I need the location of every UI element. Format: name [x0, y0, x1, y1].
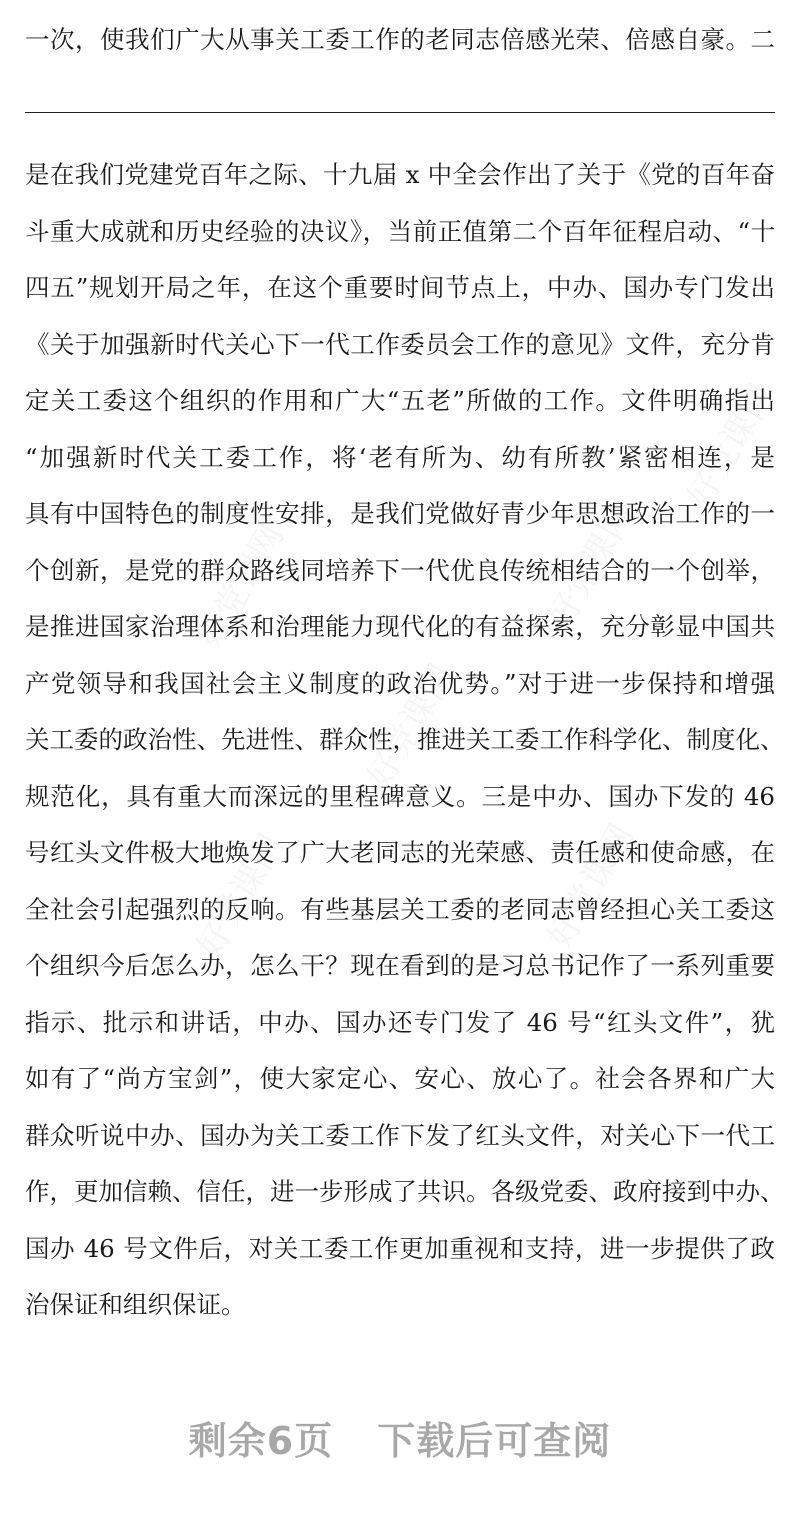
- body-text-line: 四五”规划开局之年，在这个重要时间节点上，中办、国办专门发出: [25, 273, 775, 302]
- download-hint-label[interactable]: 下载后可查阅: [377, 1419, 612, 1463]
- body-text-line: 个组织今后怎么办，怎么干？现在看到的是习总书记作了一系列重要: [25, 951, 775, 980]
- body-text-line: 产党领导和我国社会主义制度的政治优势。”对于进一步保持和增强: [25, 668, 775, 698]
- body-text-line: 个创新，是党的群众路线同培养下一代优良传统相结合的一个创举，: [25, 555, 775, 585]
- body-text-line: 全社会引起强烈的反响。有些基层关工委的老同志曾经担心关工委这: [25, 894, 775, 924]
- download-prompt[interactable]: [0, 1410, 800, 1465]
- body-text-line: 规范化，具有重大而深远的里程碑意义。三是中办、国办下发的 46: [25, 781, 775, 811]
- body-text-line: 《关于加强新时代关心下一代工作委员会工作的意见》文件，充分肯: [25, 329, 775, 359]
- body-text-line: 关工委的政治性、先进性、群众性，推进关工委工作科学化、制度化、: [25, 725, 785, 754]
- body-text-line: 指示、批示和讲话，中办、国办还专门发了 46 号“红头文件”，犹: [25, 1007, 775, 1037]
- body-text-line: “加强新时代关工委工作，将‘老有所为、幼有所教’紧密相连，是: [25, 442, 775, 472]
- body-text-line: 号红头文件极大地焕发了广大老同志的光荣感、责任感和使命感，在: [25, 838, 775, 867]
- body-text-line: 具有中国特色的制度性安排，是我们党做好青少年思想政治工作的一: [25, 499, 775, 528]
- top-text-line: 一次，使我们广大从事关工委工作的老同志倍感光荣、倍感自豪。二: [25, 25, 775, 54]
- body-text-line: 群众听说中办、国办为关工委工作下发了红头文件，对关心下一代工: [25, 1120, 775, 1150]
- remaining-pages-label[interactable]: 剩余6页: [188, 1419, 334, 1463]
- body-text-line: 是推进国家治理体系和治理能力现代化的有益探索，充分彰显中国共: [25, 612, 775, 641]
- body-text-line: 是在我们党建党百年之际、十九届 x 中全会作出了关于《党的百年奋: [25, 160, 775, 189]
- page-divider: [25, 112, 775, 113]
- body-text-line: 作，更加信赖、信任，进一步形成了共识。各级党委、政府接到中办、: [25, 1177, 785, 1206]
- body-text-line: 定关工委这个组织的作用和广大“五老”所做的工作。文件明确指出: [25, 386, 775, 415]
- body-text-line: 国办 46 号文件后，对关工委工作更加重视和支持，进一步提供了政: [25, 1233, 775, 1263]
- body-text-line: 斗重大成就和历史经验的决议》，当前正值第二个百年征程启动、“十: [25, 216, 775, 246]
- body-text-line: 治保证和组织保证。: [25, 1290, 246, 1319]
- body-text-line: 如有了“尚方宝剑”，使大家定心、安心、放心了。社会各界和广大: [25, 1064, 775, 1093]
